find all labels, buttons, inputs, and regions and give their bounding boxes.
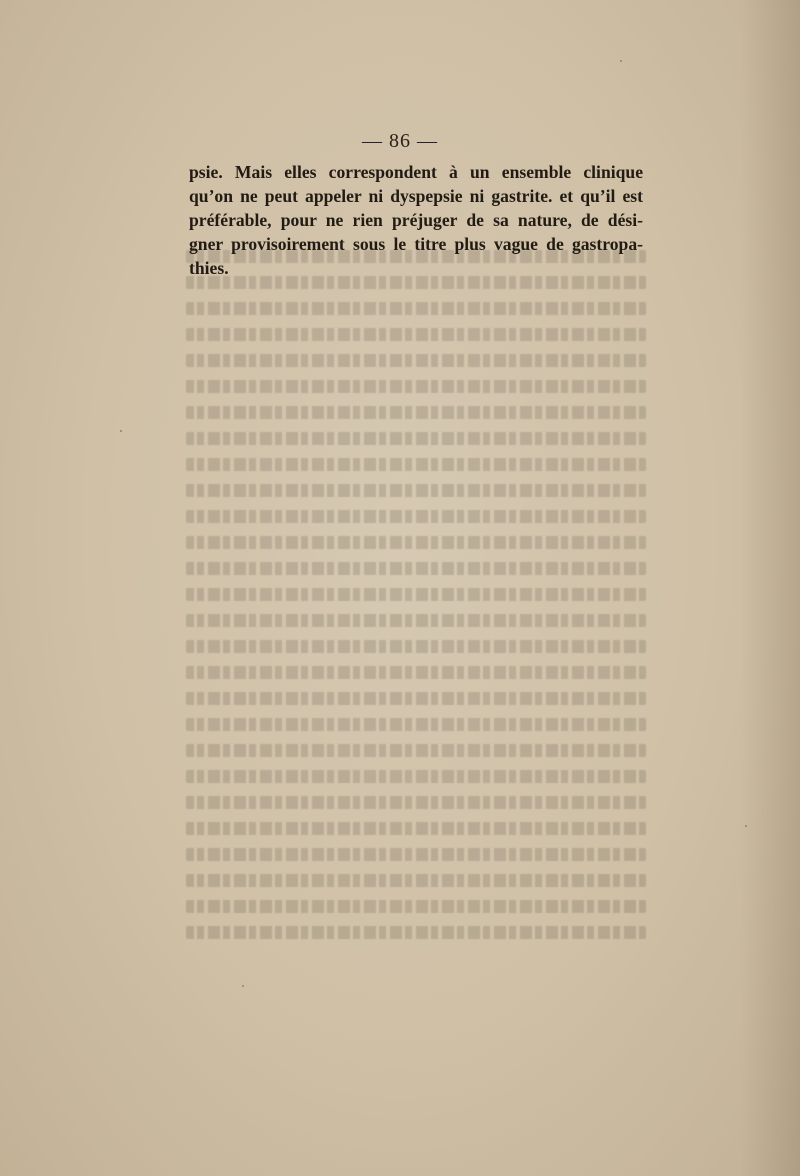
page-number: — 86 — — [362, 130, 438, 152]
paper-speck — [242, 985, 244, 987]
page-edge-shadow — [740, 0, 800, 1176]
text-line: qu’on ne peut appeler ni dyspepsie ni gastrite. et qu’il est — [189, 186, 643, 206]
text-line: thies. — [189, 258, 229, 278]
paper-speck — [120, 430, 122, 432]
show-through-bleed — [186, 250, 646, 950]
body-paragraph — [189, 160, 643, 280]
paper-speck — [620, 60, 622, 62]
text-line: psie. Mais elles correspondent à un ensemble clinique — [189, 162, 643, 182]
text-line: préférable, pour ne rien préjuger de sa nature, de dési- — [189, 210, 643, 230]
paper-speck — [745, 825, 747, 827]
text-line: gner provisoirement sous le titre plus vague de gastropa- — [189, 234, 643, 254]
